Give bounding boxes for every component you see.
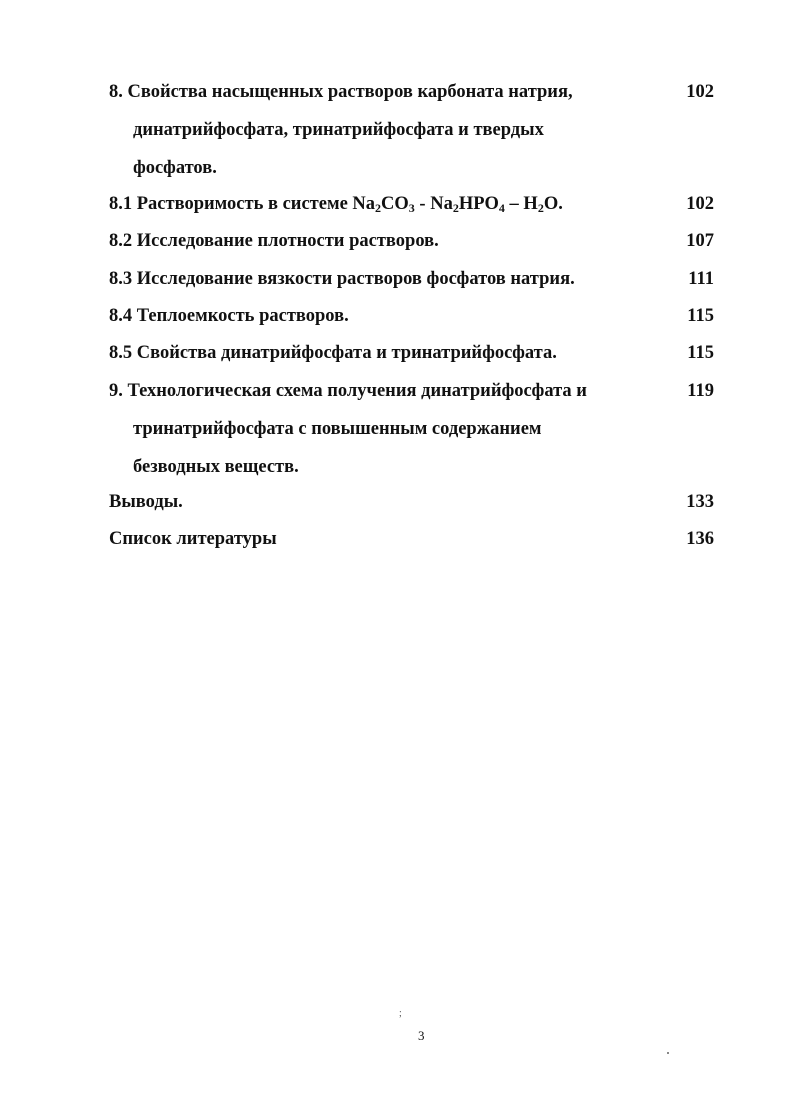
formula-text: HPO (458, 194, 499, 214)
toc-entry-8 (109, 80, 714, 192)
toc-entry-8-3 (109, 267, 714, 304)
toc-entry-8-4-title: 8.4 Теплоемкость растворов. (109, 306, 349, 326)
formula-text: CO (381, 194, 409, 214)
formula-text: - Na (414, 194, 453, 214)
formula-text: O. (543, 194, 563, 214)
toc-entry-8-2 (109, 229, 714, 266)
toc-entry-8-1-title (109, 192, 563, 217)
toc-entry-8-1-page: 102 (686, 194, 714, 214)
toc-entry-8-4 (109, 304, 714, 341)
toc-entry-9-line-3: безводных веществ. (133, 457, 299, 477)
toc-entry-references-page: 136 (686, 529, 714, 549)
toc-entry-8-1-prefix: 8.1 Растворимость в системе (109, 194, 353, 214)
toc-entry-8-5 (109, 341, 714, 378)
toc-entry-references (109, 527, 714, 564)
toc-entry-conclusions-title: Выводы. (109, 492, 183, 512)
formula-subscript: 2 (537, 201, 544, 215)
scan-speck: ; (399, 1008, 402, 1019)
toc-entry-9-line-2: тринатрийфосфата с повышенным содержанием (133, 419, 542, 439)
formula-subscript: 4 (498, 201, 505, 215)
toc-entry-8-3-title: 8.3 Исследование вязкости растворов фосфатов натрия. (109, 269, 575, 289)
toc-entry-8-line-2: динатрийфосфата, тринатрийфосфата и твердых (133, 120, 544, 140)
toc-entry-9-line-1: 9. Технологическая схема получения динатрийфосфата и (109, 381, 587, 401)
toc-entry-8-page: 102 (686, 82, 714, 102)
formula-subscript: 2 (375, 201, 382, 215)
toc-entry-8-2-page: 107 (686, 231, 714, 251)
toc-entry-8-2-title: 8.2 Исследование плотности растворов. (109, 231, 439, 251)
toc-entry-8-5-title: 8.5 Свойства динатрийфосфата и тринатрийфосфата. (109, 343, 557, 363)
toc-entry-8-3-page: 111 (688, 269, 714, 289)
toc-entry-8-line-1: 8. Свойства насыщенных растворов карбоната натрия, (109, 82, 573, 102)
formula-subscript: 3 (408, 201, 415, 215)
toc-entry-9-page: 119 (687, 381, 714, 401)
formula-text: Na (352, 194, 376, 214)
formula-text: – H (504, 194, 538, 214)
toc-entry-8-4-page: 115 (687, 306, 714, 326)
toc-entry-8-line-3: фосфатов. (133, 158, 217, 178)
toc-entry-conclusions (109, 490, 714, 527)
toc-entry-conclusions-page: 133 (686, 492, 714, 512)
toc-entry-9 (109, 379, 714, 491)
page-number: 3 (418, 1028, 425, 1043)
toc-entry-8-5-page: 115 (687, 343, 714, 363)
toc-entry-8-1 (109, 192, 714, 229)
chemical-formula (352, 194, 562, 214)
toc-entry-references-title: Список литературы (109, 529, 277, 549)
scan-dot (667, 1052, 669, 1054)
formula-subscript: 2 (452, 201, 459, 215)
